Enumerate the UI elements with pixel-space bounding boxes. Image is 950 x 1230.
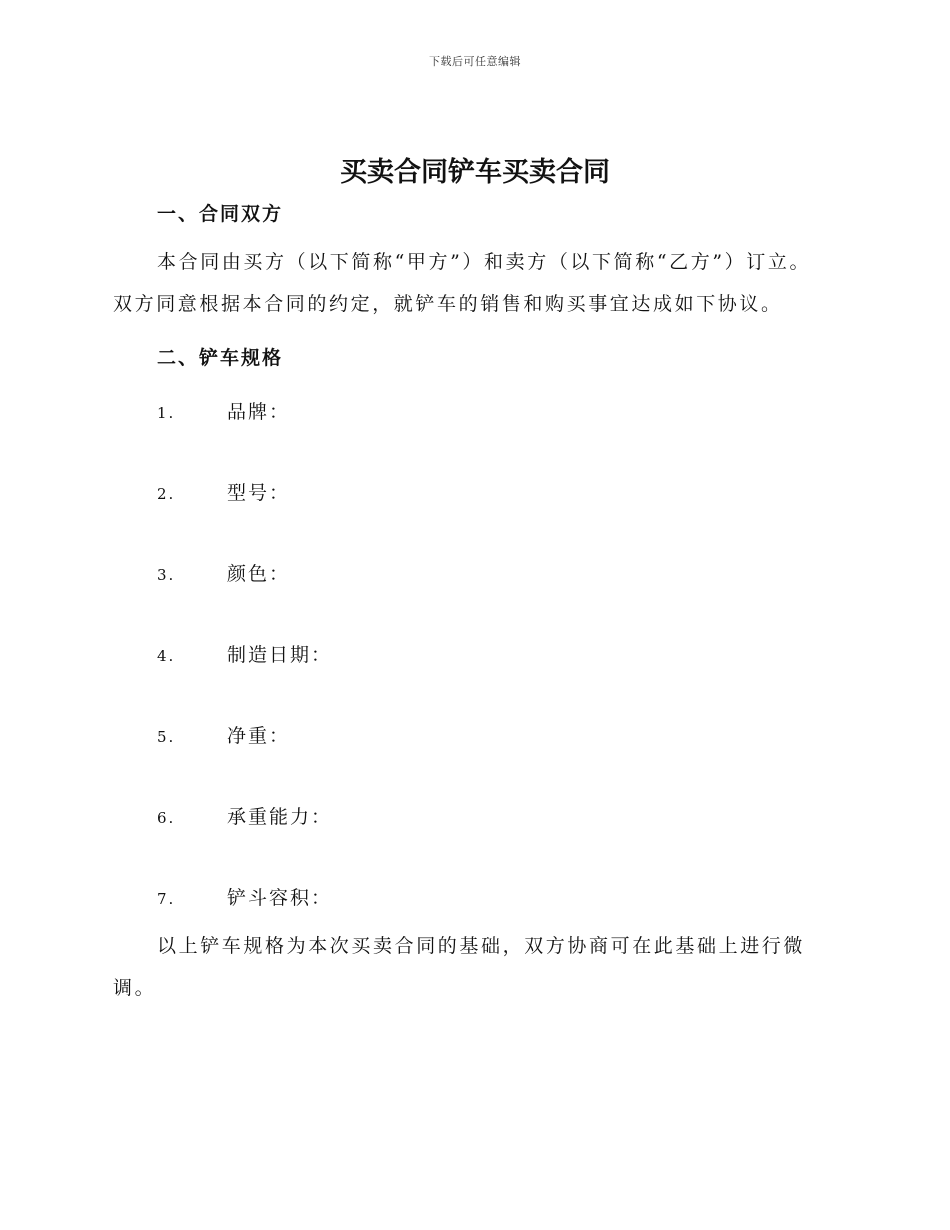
spec-item-label: 型号：: [227, 482, 291, 504]
section-heading-specs: 二、铲车规格: [157, 347, 284, 369]
specs-closing-paragraph: 以上铲车规格为本次买卖合同的基础，双方协商可在此基础上进行微调。: [113, 935, 806, 999]
spec-item-number: 7.: [157, 890, 176, 908]
section-heading-parties: 一、合同双方: [157, 203, 284, 225]
spec-item-label: 品牌：: [227, 401, 291, 423]
spec-item-number: 2.: [157, 485, 176, 503]
parties-paragraph: 本合同由买方（以下简称“甲方”）和卖方（以下简称“乙方”）订立。双方同意根据本合同的约定，就铲车的销售和购买事宜达成如下协议。: [113, 251, 812, 315]
spec-item-number: 5.: [157, 728, 176, 746]
spec-item-brand: [157, 397, 290, 424]
spec-item-number: 6.: [157, 809, 176, 827]
page-header-note: 下载后可任意编辑: [429, 55, 521, 68]
spec-item-net-weight: [157, 721, 290, 748]
spec-item-manufacture-date: [157, 640, 332, 667]
spec-item-label: 净重：: [227, 725, 291, 747]
spec-item-label: 承重能力：: [227, 806, 333, 828]
spec-item-color: [157, 559, 290, 586]
spec-item-bucket-volume: [157, 883, 332, 910]
spec-item-label: 铲斗容积：: [227, 887, 333, 909]
spec-item-number: 1.: [157, 404, 176, 422]
spec-item-label: 制造日期：: [227, 644, 333, 666]
document-title: 买卖合同铲车买卖合同: [340, 157, 610, 188]
spec-item-model: [157, 478, 290, 505]
spec-item-number: 3.: [157, 566, 176, 584]
spec-item-number: 4.: [157, 647, 176, 665]
spec-item-label: 颜色：: [227, 563, 291, 585]
spec-item-load-capacity: [157, 802, 332, 829]
